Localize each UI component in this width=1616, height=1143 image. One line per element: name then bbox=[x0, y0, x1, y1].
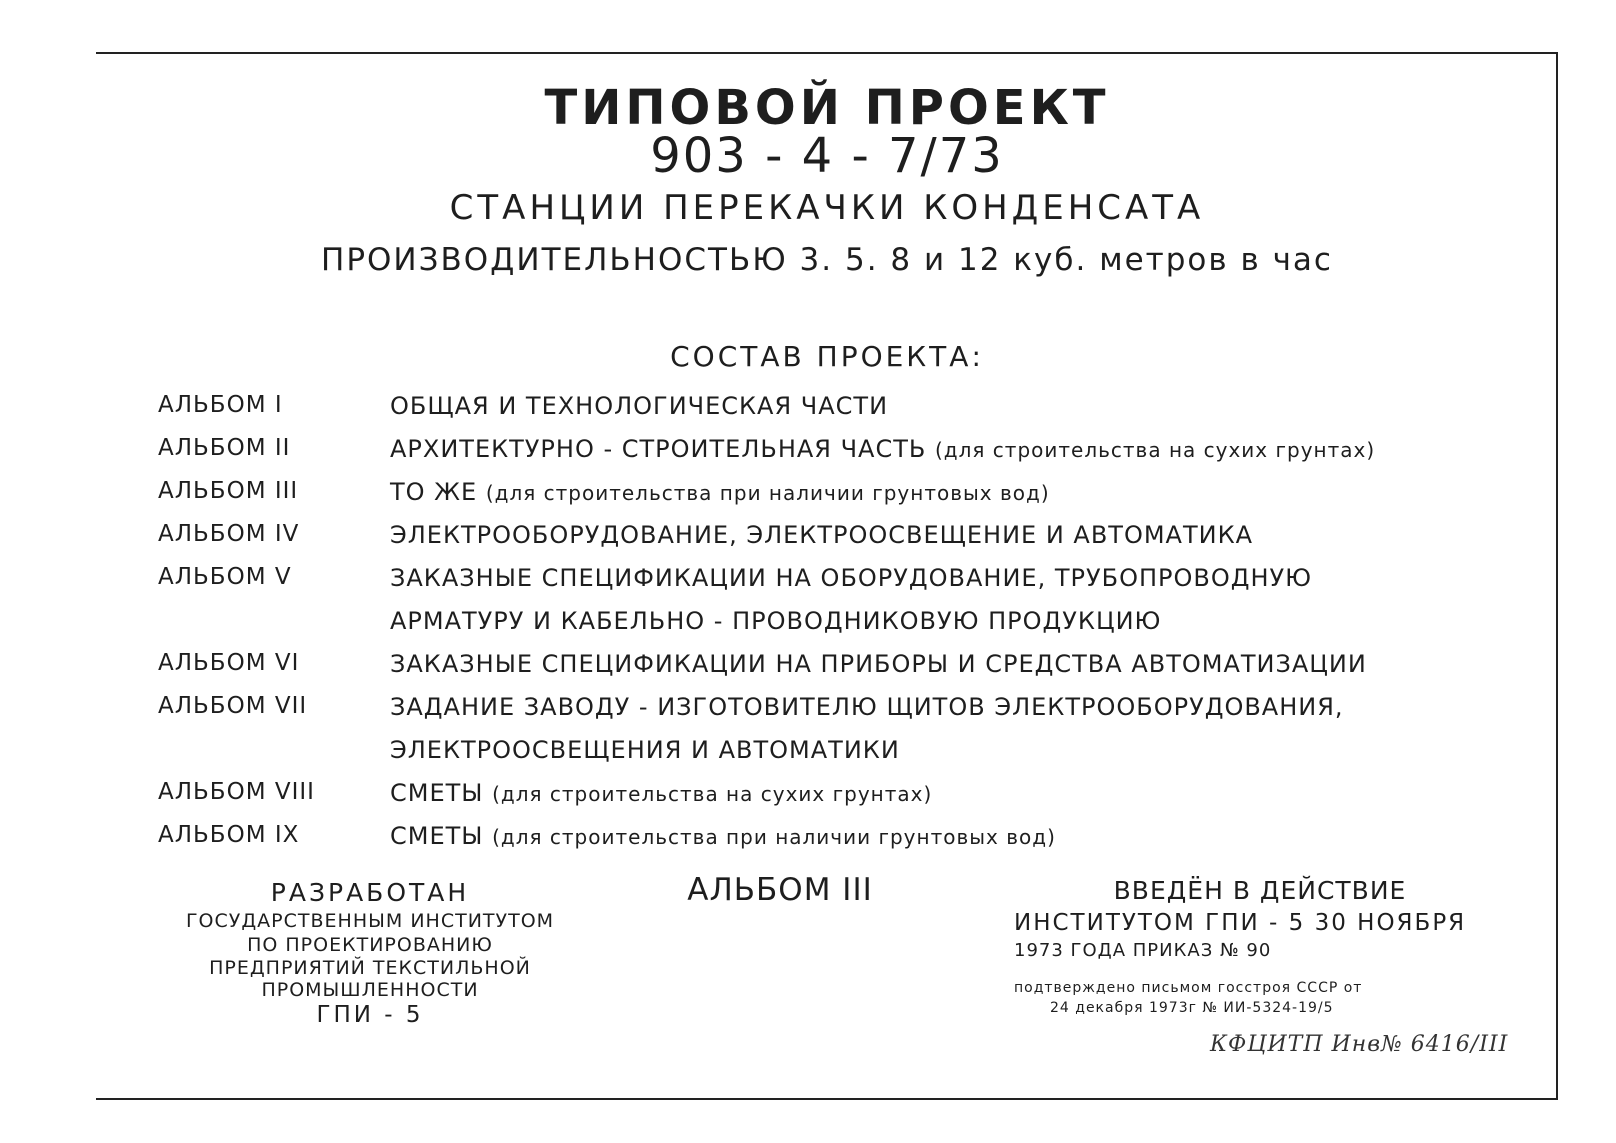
album-label: АЛЬБОМ VII bbox=[158, 693, 308, 719]
album-label: АЛЬБОМ VIII bbox=[158, 779, 315, 805]
album-row bbox=[150, 392, 1550, 435]
album-description: ЭЛЕКТРООБОРУДОВАНИЕ, ЭЛЕКТРООСВЕЩЕНИЕ И АВТОМАТИКА bbox=[390, 521, 1254, 549]
album-row bbox=[150, 435, 1550, 478]
album-row bbox=[150, 607, 1550, 650]
confirmation-line: подтверждено письмом госстроя СССР от bbox=[1014, 980, 1363, 996]
album-label: АЛЬБОМ VI bbox=[158, 650, 300, 676]
album-description: СМЕТЫ (для строительства при наличии грунтовых вод) bbox=[390, 822, 1056, 850]
album-row bbox=[150, 478, 1550, 521]
introduced-line: 1973 ГОДА ПРИКАЗ № 90 bbox=[1014, 940, 1272, 961]
album-row bbox=[150, 779, 1550, 822]
album-label: АЛЬБОМ IV bbox=[158, 521, 300, 547]
confirmation-line: 24 декабря 1973г № ИИ-5324-19/5 bbox=[1050, 1000, 1334, 1016]
inventory-stamp: КФЦИТП Инв№ 6416/III bbox=[1210, 1032, 1509, 1057]
frame-top-border bbox=[96, 52, 1558, 54]
album-description: ТО ЖЕ (для строительства при наличии грунтовых вод) bbox=[390, 478, 1050, 506]
album-row bbox=[150, 650, 1550, 693]
developer-line: ПРЕДПРИЯТИЙ ТЕКСТИЛЬНОЙ bbox=[209, 957, 531, 979]
album-label: АЛЬБОМ III bbox=[158, 478, 299, 504]
album-description: АРМАТУРУ И КАБЕЛЬНО - ПРОВОДНИКОВУЮ ПРОДУКЦИЮ bbox=[390, 607, 1162, 635]
album-label: АЛЬБОМ V bbox=[158, 564, 292, 590]
introduced-heading: ВВЕДЁН В ДЕЙСТВИЕ bbox=[1113, 876, 1407, 905]
album-description: ЗАКАЗНЫЕ СПЕЦИФИКАЦИИ НА ОБОРУДОВАНИЕ, ТРУБОПРОВОДНУЮ bbox=[390, 564, 1313, 592]
album-row bbox=[150, 822, 1550, 865]
developer-line: ГПИ - 5 bbox=[316, 1002, 424, 1028]
album-label: АЛЬБОМ II bbox=[158, 435, 291, 461]
album-description: ОБЩАЯ И ТЕХНОЛОГИЧЕСКАЯ ЧАСТИ bbox=[390, 392, 889, 420]
album-row bbox=[150, 736, 1550, 779]
album-description: ЗАКАЗНЫЕ СПЕЦИФИКАЦИИ НА ПРИБОРЫ И СРЕДСТВА АВТОМАТИЗАЦИИ bbox=[390, 650, 1367, 678]
album-label: АЛЬБОМ I bbox=[158, 392, 283, 418]
document-subtitle: СТАНЦИИ ПЕРЕКАЧКИ КОНДЕНСАТА bbox=[449, 188, 1205, 228]
developer-heading: РАЗРАБОТАН bbox=[270, 878, 470, 907]
album-description: ЭЛЕКТРООСВЕЩЕНИЯ И АВТОМАТИКИ bbox=[390, 736, 900, 764]
album-row bbox=[150, 564, 1550, 607]
developer-line: ПО ПРОЕКТИРОВАНИЮ bbox=[247, 934, 493, 956]
album-label: АЛЬБОМ IX bbox=[158, 822, 300, 848]
project-number: 903 - 4 - 7/73 bbox=[650, 128, 1004, 184]
album-description: ЗАДАНИЕ ЗАВОДУ - ИЗГОТОВИТЕЛЮ ЩИТОВ ЭЛЕКТРООБОРУДОВАНИЯ, bbox=[390, 693, 1344, 721]
current-album-label: АЛЬБОМ III bbox=[687, 872, 873, 908]
introduced-line: ИНСТИТУТОМ ГПИ - 5 30 НОЯБРЯ bbox=[1014, 910, 1467, 936]
album-row bbox=[150, 693, 1550, 736]
album-description: АРХИТЕКТУРНО - СТРОИТЕЛЬНАЯ ЧАСТЬ (для строительства на сухих грунтах) bbox=[390, 435, 1376, 463]
frame-bottom-border bbox=[96, 1098, 1558, 1100]
document-title: ТИПОВОЙ ПРОЕКТ bbox=[544, 80, 1110, 136]
developer-line: ГОСУДАРСТВЕННЫМ ИНСТИТУТОМ bbox=[185, 910, 555, 932]
albums-list bbox=[150, 392, 1550, 865]
developer-line: ПРОМЫШЛЕННОСТИ bbox=[261, 979, 479, 1001]
capacity-line: ПРОИЗВОДИТЕЛЬНОСТЬЮ 3. 5. 8 и 12 куб. метров в час bbox=[321, 242, 1333, 278]
composition-heading: СОСТАВ ПРОЕКТА: bbox=[670, 340, 984, 373]
album-row bbox=[150, 521, 1550, 564]
album-description: СМЕТЫ (для строительства на сухих грунтах) bbox=[390, 779, 933, 807]
